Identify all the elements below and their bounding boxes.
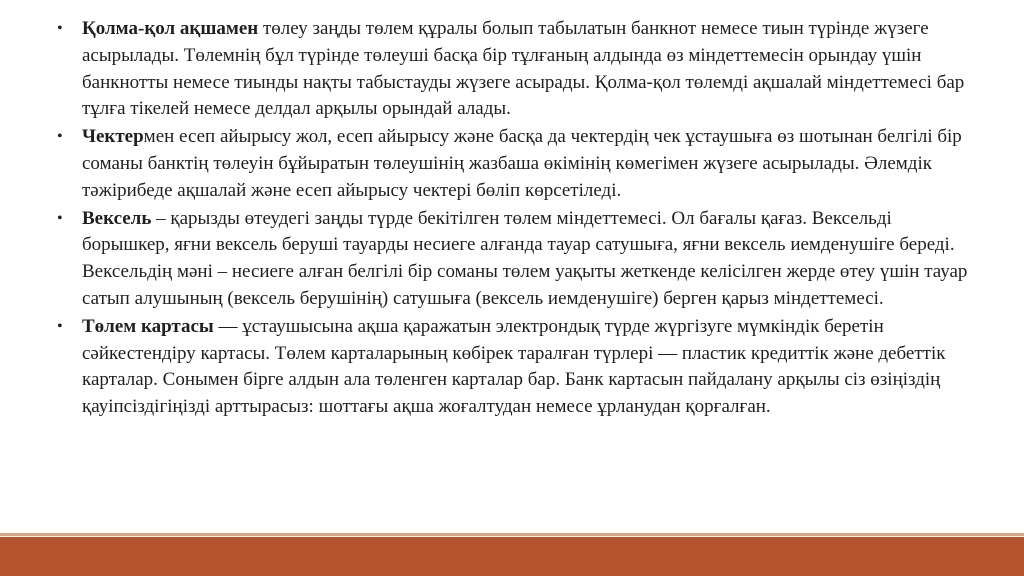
term-cash: Қолма-қол ақшамен (82, 18, 259, 39)
footer-bar (0, 537, 1024, 576)
bullet-item-cheques (52, 124, 982, 204)
term-payment-card: Төлем картасы (82, 315, 214, 337)
bullet-item-cash (52, 16, 982, 123)
text-cash: төлеу заңды төлем құралы болып табылатын банкнот немесе тиын түрінде жүзеге асырылады. Төлемнің бұл түрінде төлеуші басқа бір тұлғаның алдында өз міндеттемесін орындау үшін банкнотты немесе тиынды нақты табыстауды жүзеге асырады. Қолма-қол төлемді ақшалай міндеттемесі бар тұлға тікелей немесе делдал арқылы орындай алады. (82, 18, 965, 120)
bullet-item-bill-of-exchange (52, 206, 982, 313)
bullet-dot: • (57, 20, 63, 37)
text-payment-card: — ұстаушысына ақша қаражатын электрондық түрде жүргізуге мүмкіндік беретін сәйкестендіру картасы. Төлем карталарының көбірек таралған түрлері — пластик кредиттік және дебеттік карталар. Сонымен бірге алдын ала төленген карталар бар. Банк картасын пайдалану арқылы сіз өзіңіздің қауіпсіздігіңізді арттырасыз: шоттағы ақша жоғалтудан немесе ұрланудан қорғалған. (82, 315, 946, 418)
bullet-dot: • (57, 317, 63, 335)
term-bill-of-exchange: Вексель (82, 207, 152, 229)
slide-content (52, 16, 982, 422)
bullet-item-payment-card (52, 314, 982, 421)
footer-accent-line (0, 533, 1024, 536)
bullet-dot: • (57, 128, 63, 146)
bullet-dot: • (57, 209, 63, 227)
text-bill-of-exchange: – қарызды өтеудегі заңды түрде бекітілген төлем міндеттемесі. Ол бағалы қағаз. Вексельді борышкер, яғни вексель беруші тауарды несиеге алғанда тауар сатушыға, яғни вексель иемденушіге береді. Вексельдің мәні – несиеге алған белгілі бір соманы төлем уақыты жеткенде келісілген жерде өтеу үшін тауар сатып алушының (вексель берушінің) сатушыға (вексель иемденушіге) берген қарыз міндеттемесі. (82, 207, 968, 309)
term-cheques: Чектер (82, 126, 144, 148)
text-cheques: мен есеп айырысу жол, есеп айырысу және басқа да чектердің чек ұстаушыға өз шотынан белгілі бір соманы банктің төлеуін бұйыратын төлеушінің жазбаша өкімінің көмегімен жүзеге асырылады. Әлемдік тәжірибеде ақшалай және есеп айырысу чектері бөліп көрсетіледі. (82, 126, 962, 201)
